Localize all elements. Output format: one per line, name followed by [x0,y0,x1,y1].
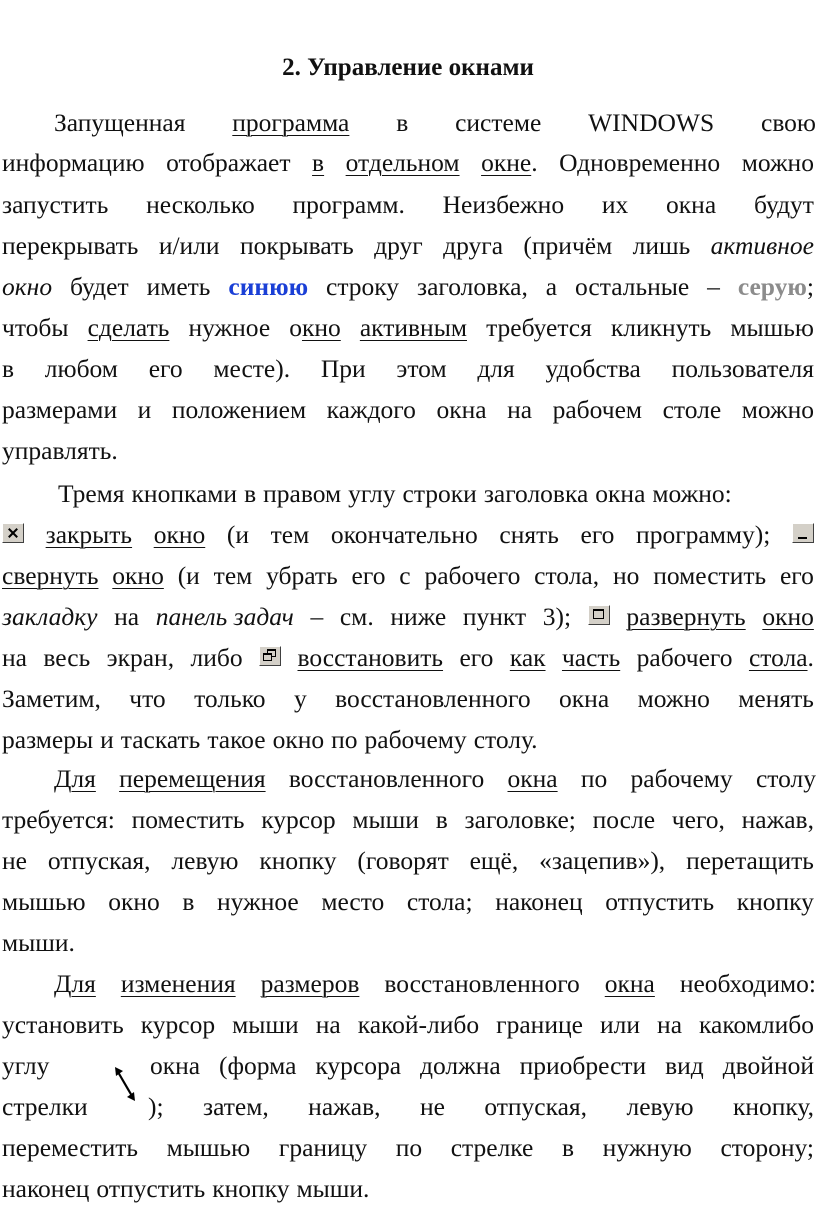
word: запустить [2,190,109,219]
word: (и [226,520,249,549]
paragraph-4-line-2 [2,1004,814,1046]
word: (и [177,561,200,590]
word: углу [2,1051,50,1080]
word: рабочему [364,725,467,754]
word: друга [443,231,504,260]
word: кнопками [131,479,238,508]
word: отображает [166,148,291,177]
word: границу [278,1133,368,1162]
word: окна [595,479,646,508]
word: (форма [219,1051,297,1080]
word: только [194,684,266,713]
word: ещё, [469,846,519,875]
word: на [315,1010,341,1039]
link-word: сделать [87,313,170,342]
paragraph-3-line-3 [2,840,814,882]
link-word: перемещения [119,764,266,793]
blue-highlight-word: синюю [228,272,309,301]
word: двойной [722,1051,814,1080]
word: кликнуть [610,313,712,342]
word: и [100,725,114,754]
paragraph-1-line-9 [2,430,814,472]
word: стрелки [2,1092,88,1121]
link-word: окно [762,602,814,631]
word: вид [665,1051,704,1080]
word: у [293,684,307,713]
word: нажав, [741,805,814,834]
grey-highlight-word: серую [737,272,807,301]
paragraph-1-line-3 [2,184,814,226]
word: правом [263,479,342,508]
punct: ; [806,272,814,301]
word: их [601,190,629,219]
word: в [244,479,257,508]
word: курсор [140,1010,216,1039]
word: его [351,561,386,590]
word: левую [626,1092,694,1121]
link-word: восстановить [297,643,444,672]
word: размеры [2,725,94,754]
paragraph-4-line-1 [2,963,816,1005]
word: будут [753,190,814,219]
word: можно [741,148,814,177]
word: снять [499,520,559,549]
word: окна [559,684,610,713]
word: рабочего [424,561,521,590]
word: в [396,108,409,137]
link-word: в [312,148,325,177]
paragraph-3-line-1 [2,758,816,800]
word: восстановленного [288,764,485,793]
word: нужное [188,313,271,342]
word: отпустить [605,887,715,916]
word: его [459,643,494,672]
link-word: окно [153,520,206,549]
word: на [657,1010,683,1039]
word: пункт [462,602,527,631]
paragraph-1-line-5 [2,266,814,308]
word: Неизбежно [442,190,565,219]
word: будет [70,272,129,301]
word: по [331,725,358,754]
word: курсор [261,805,336,834]
word: мышью [166,1133,251,1162]
word: не [419,1092,445,1121]
word: сторону; [720,1133,814,1162]
paragraph-1-line-2 [2,142,814,184]
word: несколько [146,190,255,219]
link-word: размеров [260,969,360,998]
word: требуется [486,313,592,342]
word: восстановленного [335,684,531,713]
link-word: стола [748,643,808,672]
word: программ. [292,190,405,219]
link-word: окне [481,148,532,177]
paragraph-3-line-2 [2,799,814,841]
word: покрывать [239,231,354,260]
word: – [707,272,720,301]
paragraph-2-line-4 [2,596,814,638]
punct: . [807,643,814,672]
word: столу. [473,725,538,754]
word: заголовка, [417,272,528,301]
word: на [507,395,533,424]
word: лишь [632,231,691,260]
word: Запущенная [54,108,186,137]
word: размерами [2,395,118,424]
word: должна [419,1051,501,1080]
word: какомлибо [699,1010,814,1039]
link-word: окно [112,561,164,590]
link-word: кно [301,313,341,342]
word: При [320,354,366,383]
word: друг [374,231,423,260]
word: – [310,602,324,631]
word: требуется: [2,805,115,834]
word: Заметим, [2,684,101,713]
paragraph-1-line-6 [2,307,814,349]
link-word: активным [359,313,467,342]
word: пользователя [671,354,814,383]
paragraph-3-line-5 [2,922,814,964]
word: убрать [266,561,338,590]
paragraph-4-line-5 [2,1127,814,1169]
link-word: закрыть [45,520,133,549]
word: по [395,1133,423,1162]
word: информацию [2,148,145,177]
word: чего, [671,805,725,834]
word: столу [755,764,816,793]
word: восстановленного [384,969,580,998]
word: на [114,602,140,631]
word: см. [339,602,374,631]
link-word: часть [561,643,621,672]
word: строки [402,479,477,508]
word: стола; [406,887,473,916]
link-word: окна [507,764,558,793]
close-window-icon [2,523,24,543]
word: кнопку, [732,1092,814,1121]
word: рабочего [636,643,733,672]
word: тем [213,561,253,590]
word: окна [436,395,487,424]
word: программу); [636,520,771,549]
italic-word: панель задач [155,602,294,631]
link-word: окна [604,969,655,998]
paragraph-2-line-7 [2,719,814,761]
link-word: Для [54,969,96,998]
word: после [592,805,656,834]
word: этом [396,354,447,383]
paragraph-2-line-1 [2,473,816,515]
word: и/или [158,231,220,260]
word: системе [455,108,542,137]
word: кнопку [212,1174,290,1203]
word: менять [738,684,814,713]
word: строку [326,272,400,301]
word: свою [761,108,816,137]
word: месте). [213,354,291,383]
section-title: 2. Управление окнами [282,54,534,81]
word: по [580,764,608,793]
word: что [129,684,166,713]
word: в [562,1133,575,1162]
word: или [599,1010,641,1039]
word: весь [43,643,91,672]
restore-window-icon [259,646,281,666]
word: (говорят [357,846,449,875]
minimize-window-icon [792,523,814,543]
word: приобрести [519,1051,647,1080]
word: но [612,561,640,590]
link-word: Для [54,764,96,793]
word: Тремя [58,479,125,508]
word: переместить [2,1133,139,1162]
word: ниже [390,602,447,631]
word: положением [171,395,307,424]
word: затем, [203,1092,269,1121]
word: отпуская, [47,846,151,875]
word: либо [190,643,243,672]
word: а [545,272,558,301]
word: мыши. [2,928,75,957]
paragraph-2-line-2 [2,514,814,556]
paragraph-1-line-4 [2,225,814,267]
word: отпуская, [484,1092,588,1121]
word: такое [207,725,266,754]
word: с [399,561,411,590]
word: ); [148,1092,164,1121]
word: нужное [217,887,299,916]
word: (причём [523,231,613,260]
word: перекрывать [2,231,139,260]
word: наконец [2,1174,90,1203]
word: нужную [602,1133,692,1162]
word: в [182,887,195,916]
punct: . [531,148,538,177]
word: его [148,354,183,383]
word: мыши. [296,1174,370,1203]
word: его [779,561,814,590]
word: какой-либо [357,1010,480,1039]
word: можно [637,684,710,713]
link-word: свернуть [2,561,99,590]
word: мыши [352,805,419,834]
maximize-window-icon [588,605,610,625]
word: можно: [652,479,732,508]
word: курсора [315,1051,402,1080]
paragraph-1-line-7 [2,348,814,390]
word: нажав, [308,1092,381,1121]
word: не [2,846,27,875]
paragraph-2-line-5 [2,637,814,679]
word: любом [44,354,118,383]
word: его [580,520,615,549]
italic-word: активное [710,231,814,260]
word: можно [741,395,814,424]
word: экран, [106,643,175,672]
word: тем [270,520,310,549]
word: перетащить [686,846,814,875]
word: стола, [534,561,600,590]
word: окончательно [330,520,478,549]
word: на [2,643,27,672]
paragraph-2-line-3 [2,555,814,597]
word: управлять. [2,436,118,465]
paragraph-1-line-1 [2,102,816,144]
paragraph-2-line-6 [2,678,814,720]
word: иметь [146,272,211,301]
word: и [137,395,152,424]
word: заголовка [483,479,589,508]
word: окна [666,190,717,219]
paragraph-4-line-6 [2,1168,814,1210]
word: мышью [2,887,86,916]
word: остальные [575,272,690,301]
link-word: как [509,643,546,672]
word: кнопку [259,846,337,875]
word: мышью [730,313,814,342]
word: левую [171,846,239,875]
diagonal-resize-cursor-icon [110,1064,140,1104]
word: место [321,887,385,916]
word: таскать [120,725,201,754]
link-word: отдельном [345,148,460,177]
word: мыши [232,1010,299,1039]
word: поместить [131,805,245,834]
word: в [2,354,15,383]
word: окно [108,887,160,916]
paragraph-3-line-4 [2,881,814,923]
word: заголовке; [464,805,576,834]
word: WINDOWS [588,108,715,137]
word: границе [496,1010,583,1039]
link-word: изменения [120,969,236,998]
word: рабочем [552,395,643,424]
word: чтобы [2,313,69,342]
word: Одновременно [559,148,721,177]
paragraph-1-line-8 [2,389,814,431]
link-word: развернуть [626,602,746,631]
word: столе [662,395,722,424]
word: для [477,354,515,383]
link-word: программа [232,108,350,137]
word: «зацепив»), [539,846,666,875]
italic-word: закладку [2,602,98,631]
word: углу [348,479,396,508]
word: поместить [653,561,767,590]
word: необходимо: [679,969,816,998]
word: о [289,313,302,342]
italic-word: окно [2,272,53,301]
word: рабочему [630,764,733,793]
word: каждого [326,395,416,424]
word: стрелке [450,1133,534,1162]
word: 3); [542,602,572,631]
word: установить [2,1010,124,1039]
word: окно [272,725,325,754]
word: наконец [495,887,583,916]
word: отпустить [96,1174,206,1203]
word: удобства [545,354,641,383]
word: кнопку [736,887,814,916]
word: в [435,805,448,834]
word: окна [150,1051,201,1080]
